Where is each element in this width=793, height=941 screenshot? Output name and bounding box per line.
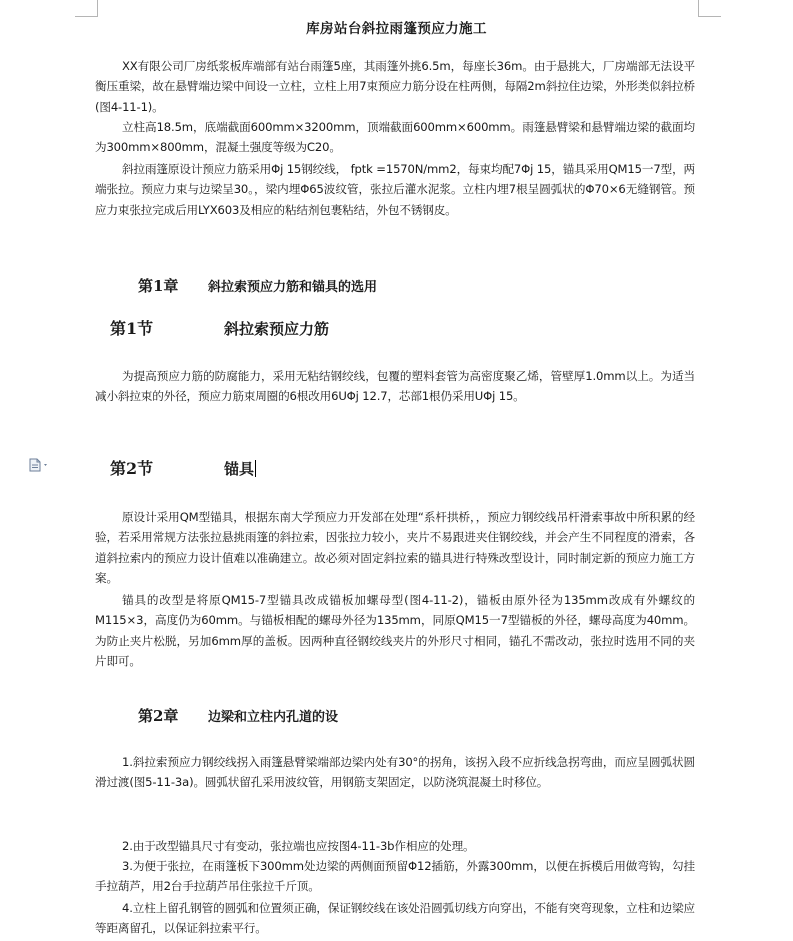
section-title: 锚具: [224, 460, 255, 478]
chapter-number: 第1章: [138, 277, 179, 295]
section-1-paragraph: 为提高预应力筋的防腐能力，采用无粘结钢绞线，包覆的塑料套管为高密度聚乙烯，管壁厚1.0mm以上。为适当减小斜拉束的外径，预应力筋束周圈的6根改用6UΦj 12.7，芯部1根仍采用UΦj 15。: [95, 369, 695, 404]
chapter-number: 第2章: [138, 707, 179, 725]
section-2-paragraph-2: 锚具的改型是将原QM15-7型锚具改成锚板加螺母型(图4-11-2)，锚板由原外径为135mm改成有外螺纹的M115×3，高度仍为60mm。与锚板相配的螺母外径为135mm，同原QM15一7型锚板的外径，螺母高度为40mm。为防止夹片松脱，另加6mm厚的盖板。因两种直径钢绞线夹片的外形尺寸相同，锚孔不需改动，张拉时选用不同的夹片即可。: [95, 593, 695, 669]
chapter-1-heading: [138, 275, 377, 296]
list-item: 1.斜拉索预应力钢绞线拐入雨篷悬臂梁端部边梁内处有30°的拐角，该拐入段不应折线急拐弯曲，而应呈圆弧状圆滑过渡(图5-11-3a)。圆弧状留孔采用波纹管，用钢筋支架固定，以防浇筑混凝土时移位。: [95, 755, 695, 790]
intro-paragraph-1: XX有限公司厂房纸浆板库端部有站台雨篷5座，其雨篷外挑6.5m，每座长36m。由于悬挑大，厂房端部无法设平衡压重梁，故在悬臂端边梁中间设一立柱，立柱上用7束预应力筋分设在柱两侧，每隔2m斜拉住边梁，外形类似斜拉桥(图4-11-1)。: [95, 59, 695, 114]
chapter-2-heading: [138, 705, 338, 726]
list-item: 2.由于改型锚具尺寸有变动，张拉端也应按图4-11-3b作相应的处理。: [122, 839, 475, 853]
intro-paragraph-2: 立柱高18.5m，底端截面600mm×3200mm，顶端截面600mm×600mm。雨篷悬臂梁和悬臂端边梁的截面均为300mm×800mm，混凝土强度等级为C20。: [95, 120, 695, 155]
document-title: 库房站台斜拉雨篷预应力施工: [306, 21, 487, 37]
crop-mark-top-right: [698, 0, 721, 17]
chapter-title: 边梁和立柱内孔道的设: [208, 710, 339, 725]
chapter-title: 斜拉索预应力筋和锚具的选用: [208, 280, 378, 295]
section-2-paragraph-1: 原设计采用QM型锚具，根据东南大学预应力开发部在处理“系杆拱桥，，预应力钢绞线吊杆滑索事故中所积累的经验，若采用常规方法张拉悬挑雨篷的斜拉索，因张拉力较小，夹片不易跟进夹住钢绞线，并会产生不同程度的滑索，各道斜拉索内的预应力设计值难以准确建立。故必须对固定斜拉索的锚具进行特殊改型设计，同时制定新的预应力施工方案。: [95, 510, 695, 586]
list-item: 4.立柱上留孔钢管的圆弧和位置须正确，保证钢绞线在该处沿圆弧切线方向穿出，不能有突弯现象，立柱和边梁应等距离留孔，以保证斜拉索平行。: [95, 901, 695, 936]
text-cursor: [255, 460, 256, 477]
list-item: 3.为便于张拉，在雨篷板下300mm处边梁的两侧面预留Φ12插筋，外露300mm，以便在拆模后用做弯钩，勾挂手拉葫芦，用2台手拉葫芦吊住张拉千斤顶。: [95, 859, 695, 894]
section-1-heading: [110, 316, 329, 339]
section-number: 第1节: [110, 319, 154, 338]
crop-mark-top-left: [75, 0, 98, 17]
section-title: 斜拉索预应力筋: [224, 320, 330, 338]
document-options-icon[interactable]: [29, 458, 51, 472]
intro-paragraph-3: 斜拉雨篷原设计预应力筋采用Φj 15钢绞线， fptk =1570N/mm2，每束均配7Φj 15，锚具采用QM15一7型，两端张拉。预应力束与边梁呈30。，梁内埋Φ65波纹管，张拉后灌水泥浆。立柱内埋7根呈圆弧状的Φ70×6无缝钢管。预应力束张拉完成后用LYX603及相应的粘结剂包裹粘结，外包不锈钢皮。: [95, 162, 695, 217]
section-number: 第2节: [110, 459, 154, 478]
section-2-heading: [110, 456, 256, 479]
